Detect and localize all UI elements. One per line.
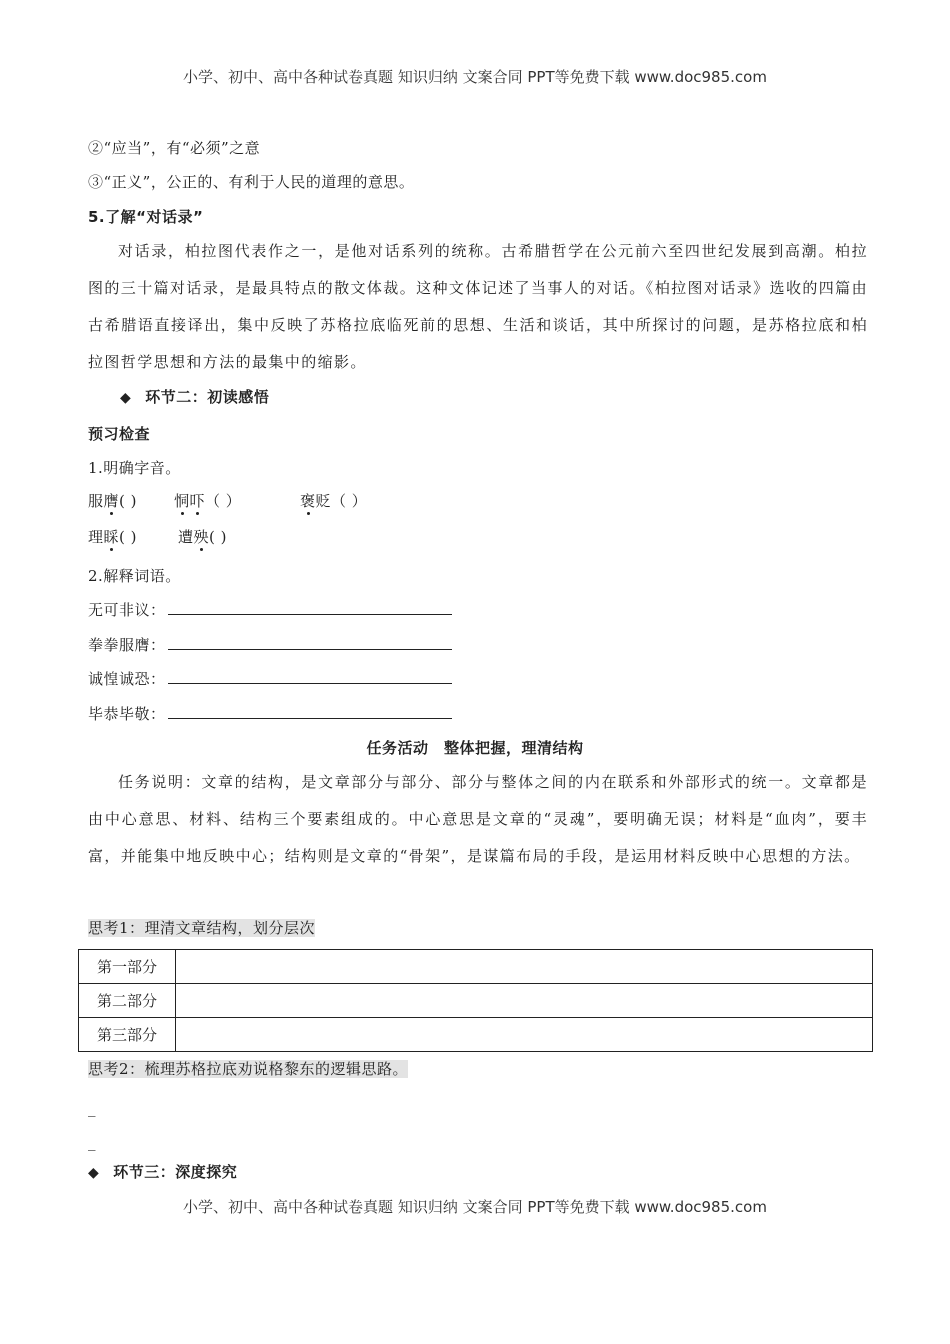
answer-blank[interactable]	[168, 635, 452, 650]
pron-item-1: 服膺( )	[88, 492, 138, 510]
term-row: 无可非议：	[88, 600, 452, 620]
step-3-heading	[88, 1162, 237, 1183]
task-description: 任务说明：文章的结构，是文章部分与部分、部分与整体之间的内在联系和外部形式的统一。文章都是由中心意思、材料、结构三个要素组成的。中心意思是文章的“灵魂”，要明确无误；材料是“血肉”，要丰富，并能集中地反映中心；结构则是文章的“骨架”，是谋篇布局的手段，是运用材料反映中心思想的方法。	[88, 773, 868, 865]
term-row: 毕恭毕敬：	[88, 704, 452, 724]
section-5-body: 对话录，柏拉图代表作之一，是他对话系列的统称。古希腊哲学在公元前六至四世纪发展到高潮。柏拉图的三十篇对话录，是最具特点的散文体裁。这种文体记述了当事人的对话。《柏拉图对话录》选收的四篇由古希腊语直接译出，集中反映了苏格拉底临死前的思想、生活和谈话，其中所探讨的问题，是苏格拉底和柏拉图哲学思想和方法的最集中的缩影。	[88, 242, 868, 371]
term-row: 拳拳服膺：	[88, 635, 452, 655]
structure-table	[78, 949, 873, 1052]
pron-item-4: 理睬( )	[88, 528, 138, 546]
note-2: ②“应当”，有“必须”之意	[88, 139, 261, 157]
step-3-title: 环节三：深度探究	[113, 1163, 238, 1181]
term-row: 诚惶诚恐：	[88, 669, 452, 689]
table-row: 第一部分	[79, 950, 873, 984]
preview-title: 预习检查	[88, 425, 151, 443]
answer-cell[interactable]	[176, 984, 873, 1018]
pron-item-2: 恫吓（ ）	[174, 492, 242, 510]
note-3: ③“正义”，公正的、有利于人民的道理的意思。	[88, 173, 415, 191]
blank-mark: _	[88, 1133, 96, 1151]
blank-mark: _	[88, 1099, 96, 1117]
answer-cell[interactable]	[176, 950, 873, 984]
task-title: 任务活动 整体把握，理清结构	[366, 739, 584, 757]
diamond-bullet-icon: ◆	[120, 390, 132, 406]
table-row: 第三部分	[79, 1018, 873, 1052]
diamond-bullet-icon: ◆	[88, 1165, 100, 1181]
pron-item-5: 遭殃( )	[178, 528, 228, 546]
step-2-heading	[120, 387, 269, 408]
answer-blank[interactable]	[168, 600, 452, 615]
pron-item-3: 褒贬（ ）	[300, 492, 368, 510]
think-2: 思考2：梳理苏格拉底劝说格黎东的逻辑思路。	[88, 1060, 409, 1078]
answer-blank[interactable]	[168, 669, 452, 684]
table-row: 第二部分	[79, 984, 873, 1018]
section-5-title: 5.了解“对话录”	[88, 208, 204, 226]
answer-blank[interactable]	[168, 704, 452, 719]
question-2: 2.解释词语。	[88, 567, 181, 585]
step-2-title: 环节二：初读感悟	[145, 388, 270, 406]
think-1: 思考1：理清文章结构，划分层次	[88, 919, 316, 937]
answer-cell[interactable]	[176, 1018, 873, 1052]
page-header: 小学、初中、高中各种试卷真题 知识归纳 文案合同 PPT等免费下载 www.doc985.com	[183, 68, 767, 86]
question-1: 1.明确字音。	[88, 459, 181, 477]
page-footer: 小学、初中、高中各种试卷真题 知识归纳 文案合同 PPT等免费下载 www.doc985.com	[183, 1198, 767, 1216]
